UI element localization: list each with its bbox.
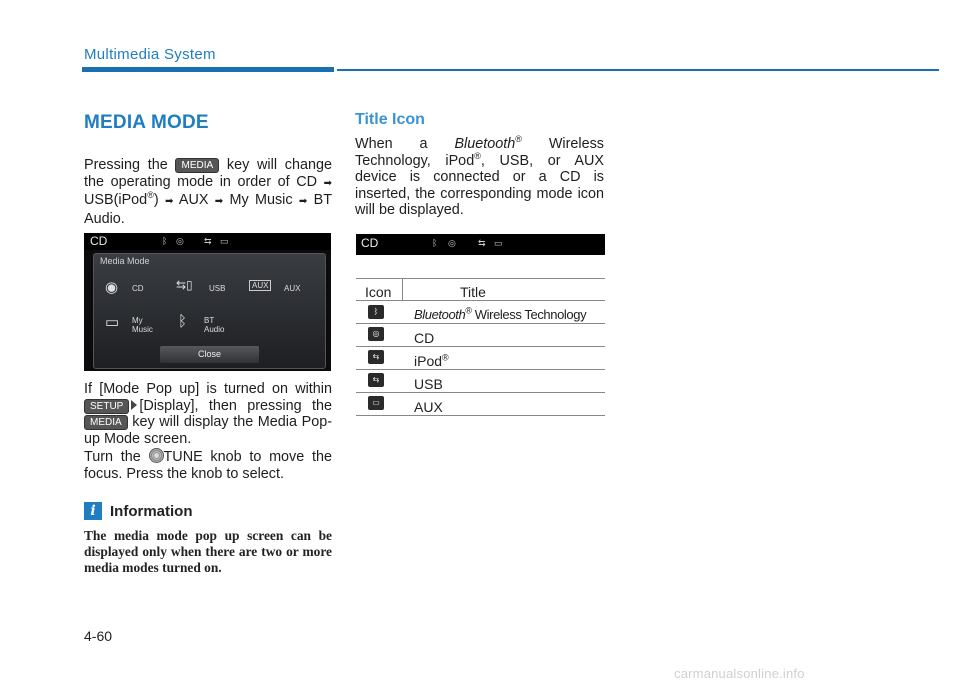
text: BT Audio.	[84, 192, 333, 227]
aux-icon[interactable]: AUX	[249, 280, 271, 291]
bluetooth-text: Bluetooth	[414, 307, 466, 322]
tune-paragraph	[84, 448, 332, 482]
info-icon: i	[84, 502, 102, 520]
arrow-right-icon	[131, 400, 137, 410]
table-rule	[356, 369, 605, 370]
text: Wireless Technology	[471, 307, 587, 322]
usb-icon: ⇆	[204, 236, 212, 246]
disc-icon[interactable]: ◉	[105, 279, 119, 296]
media-mode-popup	[93, 253, 326, 369]
tune-knob-icon	[149, 448, 164, 463]
aux-icon: ▭	[494, 238, 503, 248]
close-button[interactable]: Close	[160, 346, 259, 363]
aux-icon: ▭	[220, 236, 229, 246]
table-row: USB	[414, 376, 443, 392]
text: AUX	[173, 192, 215, 208]
table-row: CD	[414, 330, 435, 346]
text: Turn the	[84, 449, 149, 465]
page-number: 4-60	[84, 628, 113, 644]
registered-mark: ®	[147, 190, 154, 201]
arrow-icon: ➡	[298, 196, 308, 207]
text: , USB, or AUX device is connected or a CD is inserted, the corresponding mode icon will be displayed.	[355, 152, 604, 218]
text: TUNE knob to move the focus. Press the knob to select.	[84, 449, 332, 482]
table-header-icon: Icon	[365, 284, 392, 300]
bluetooth-icon: ᛒ	[162, 236, 168, 246]
strip-mode-label: CD	[361, 236, 379, 250]
text: If [Mode Pop up] is turned on within	[84, 381, 332, 397]
cd-icon: ◎	[448, 238, 456, 248]
info-heading: Information	[110, 503, 193, 520]
usb-icon[interactable]: ⇆▯	[176, 278, 193, 292]
bluetooth-icon: ᛒ	[368, 305, 384, 319]
folder-music-icon[interactable]: ▭	[105, 314, 120, 331]
popup-paragraph	[84, 381, 332, 447]
arrow-icon: ➡	[323, 177, 332, 189]
ipod-usb-icon: ⇆	[368, 350, 384, 364]
text: key will display the Media Pop-up Mode screen.	[84, 414, 332, 447]
info-text: The media mode pop up screen can be displayed only when there are two or more media modes turned on.	[84, 528, 332, 575]
registered-mark: ®	[515, 134, 522, 145]
table-rule	[356, 323, 605, 324]
screen-mode-label: CD	[90, 234, 108, 248]
registered-mark: ®	[465, 305, 472, 316]
text: Pressing the	[84, 157, 176, 173]
table-divider	[402, 278, 403, 300]
table-rule	[356, 346, 605, 347]
table-row	[414, 307, 586, 322]
section-title: Multimedia System	[84, 46, 216, 63]
text: Wireless Technology, iPod	[355, 136, 604, 169]
media-key-badge: MEDIA	[84, 415, 128, 430]
menu-item-bt-audio[interactable]: BT Audio	[204, 316, 225, 334]
header-rule	[337, 69, 939, 71]
text: My Music	[223, 192, 299, 208]
table-row: AUX	[414, 399, 443, 415]
popup-title: Media Mode	[100, 256, 150, 266]
text: )	[153, 192, 165, 208]
menu-item-my-music[interactable]: My Music	[132, 316, 153, 334]
watermark: carmanualsonline.info	[674, 666, 805, 681]
arrow-icon: ➡	[214, 196, 224, 207]
menu-item-cd[interactable]: CD	[132, 284, 144, 293]
table-row	[414, 353, 449, 369]
arrow-icon: ➡	[164, 196, 174, 207]
media-mode-heading: MEDIA MODE	[84, 112, 209, 133]
text: key will change the operating mode in order of CD	[84, 157, 332, 190]
table-header-title: Title	[460, 284, 486, 300]
media-key-badge: MEDIA	[175, 158, 219, 173]
table-rule	[356, 300, 605, 301]
text: [Display], then pressing the	[139, 397, 332, 414]
title-icon-heading: Title Icon	[355, 111, 425, 128]
cd-icon: ◎	[368, 327, 384, 341]
screen-status-bar	[84, 233, 331, 250]
bluetooth-text: Bluetooth	[454, 136, 516, 152]
media-mode-paragraph	[84, 157, 332, 227]
table-rule	[356, 415, 605, 416]
usb-icon: ⇆	[368, 373, 384, 387]
text: iPod	[414, 353, 443, 369]
title-icon-paragraph	[355, 136, 604, 219]
usb-icon: ⇆	[478, 238, 486, 248]
menu-item-usb[interactable]: USB	[209, 284, 226, 293]
aux-icon: ▭	[368, 396, 384, 410]
header-bar	[82, 67, 334, 72]
table-rule	[356, 392, 605, 393]
bluetooth-icon: ᛒ	[432, 238, 438, 248]
setup-key-badge: SETUP	[84, 399, 129, 414]
bluetooth-icon[interactable]: ᛒ	[178, 313, 188, 330]
title-bar-screenshot	[356, 234, 605, 255]
registered-mark: ®	[474, 150, 481, 161]
registered-mark: ®	[442, 352, 449, 363]
cd-icon: ◎	[176, 236, 184, 246]
media-mode-screenshot	[84, 233, 331, 371]
text: USB(iPod	[84, 192, 148, 208]
menu-item-aux[interactable]: AUX	[284, 284, 301, 293]
table-rule	[356, 278, 605, 279]
text: When a	[355, 136, 455, 152]
